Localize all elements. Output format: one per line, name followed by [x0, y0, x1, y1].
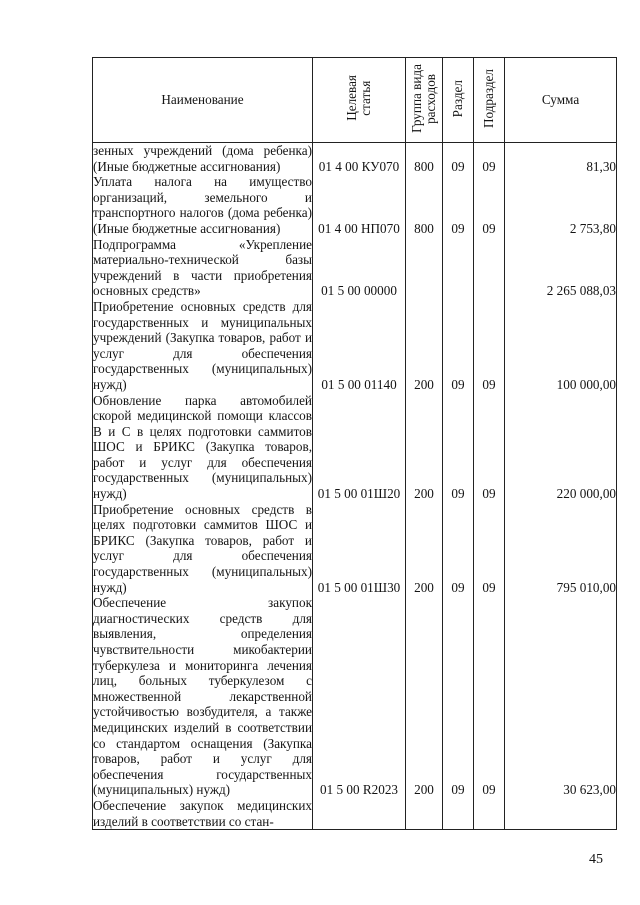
row-description: Обеспечение закупок медицинских изделий в соответствии со стан-	[93, 797, 312, 829]
row-description: Уплата налога на имущество организаций, земельного и транспортного налогов (дома ребенка) (Иные бюджетные ассигнования)	[93, 174, 312, 236]
row-target-code: 01 5 00 01Ш20	[313, 393, 406, 502]
header-sum: Сумма	[505, 58, 617, 143]
header-group-cell	[406, 58, 443, 143]
row-target-code	[313, 798, 406, 830]
table-row	[93, 174, 617, 236]
table-row	[93, 393, 617, 502]
row-expense-group: 200	[406, 393, 443, 502]
table-row	[93, 595, 617, 798]
row-sum: 220 000,00	[505, 393, 617, 502]
row-expense-group: 200	[406, 595, 443, 798]
row-subsection: 09	[474, 143, 505, 175]
row-expense-group: 800	[406, 174, 443, 236]
row-sum: 795 010,00	[505, 502, 617, 596]
row-section	[443, 798, 474, 830]
row-target-code: 01 5 00 00000	[313, 237, 406, 299]
row-subsection	[474, 798, 505, 830]
row-section: 09	[443, 595, 474, 798]
row-section: 09	[443, 299, 474, 393]
header-subsection: Подраздел	[481, 68, 496, 128]
budget-table	[92, 57, 617, 830]
row-expense-group: 200	[406, 502, 443, 596]
row-section	[443, 237, 474, 299]
row-description: Подпрограмма «Укрепление материально-технической базы учреждений в части приобретения основных средств»	[93, 236, 312, 299]
row-target-code: 01 5 00 R2023	[313, 595, 406, 798]
row-sum: 2 753,80	[505, 174, 617, 236]
table-row	[93, 237, 617, 299]
header-section: Раздел	[450, 79, 465, 117]
header-target: Целевая статья	[344, 75, 373, 122]
row-target-code: 01 5 00 01Ш30	[313, 502, 406, 596]
row-subsection: 09	[474, 595, 505, 798]
row-target-code: 01 4 00 НП070	[313, 174, 406, 236]
row-description: зенных учреждений (дома ребенка) (Иные бюджетные ассигнования)	[93, 143, 312, 174]
row-description: Приобретение основных средств для государственных и муниципальных учреждений (Закупка товаров, работ и услуг для обеспечения государственных (муниципальных) нужд)	[93, 298, 312, 392]
row-sum: 100 000,00	[505, 299, 617, 393]
row-sum	[505, 798, 617, 830]
table-row	[93, 502, 617, 596]
header-group: Группа вида расходов	[409, 63, 438, 133]
row-expense-group: 800	[406, 143, 443, 175]
header-subsection-cell	[474, 58, 505, 143]
row-description: Обеспечение закупок диагностических средств для выявления, определения чувствительности микобактерии туберкулеза и мониторинга лечения лиц, больных туберкулезом с множественной лекарственной устойчивостью возбудителя, а также медицинских изделий в соответствии со стандартом оснащения (Закупка товаров, работ и услуг для обеспечения государственных (муниципальных) нужд)	[93, 595, 312, 798]
row-expense-group	[406, 237, 443, 299]
header-target-cell	[313, 58, 406, 143]
row-subsection	[474, 237, 505, 299]
table-row	[93, 299, 617, 393]
row-section: 09	[443, 143, 474, 175]
row-description: Приобретение основных средств в целях подготовки саммитов ШОС и БРИКС (Закупка товаров, работ и услуг для обеспечения государственных (муниципальных) нужд)	[93, 501, 312, 595]
row-section: 09	[443, 393, 474, 502]
row-expense-group: 200	[406, 299, 443, 393]
row-subsection: 09	[474, 174, 505, 236]
page-number: 45	[589, 852, 603, 867]
row-target-code: 01 4 00 КУ070	[313, 143, 406, 175]
row-section: 09	[443, 502, 474, 596]
row-subsection: 09	[474, 502, 505, 596]
row-subsection: 09	[474, 299, 505, 393]
table-header-row	[93, 58, 617, 143]
row-section: 09	[443, 174, 474, 236]
row-sum: 81,30	[505, 143, 617, 175]
row-sum: 2 265 088,03	[505, 237, 617, 299]
row-expense-group	[406, 798, 443, 830]
row-subsection: 09	[474, 393, 505, 502]
row-description: Обновление парка автомобилей скорой медицинской помощи классов В и С в целях подготовки саммитов ШОС и БРИКС (Закупка товаров, работ и услуг для обеспечения государственных (муниципальных) нужд)	[93, 392, 312, 502]
row-target-code: 01 5 00 01140	[313, 299, 406, 393]
table-row	[93, 143, 617, 175]
header-section-cell	[443, 58, 474, 143]
table-row	[93, 798, 617, 830]
row-sum: 30 623,00	[505, 595, 617, 798]
header-name: Наименование	[93, 58, 313, 143]
